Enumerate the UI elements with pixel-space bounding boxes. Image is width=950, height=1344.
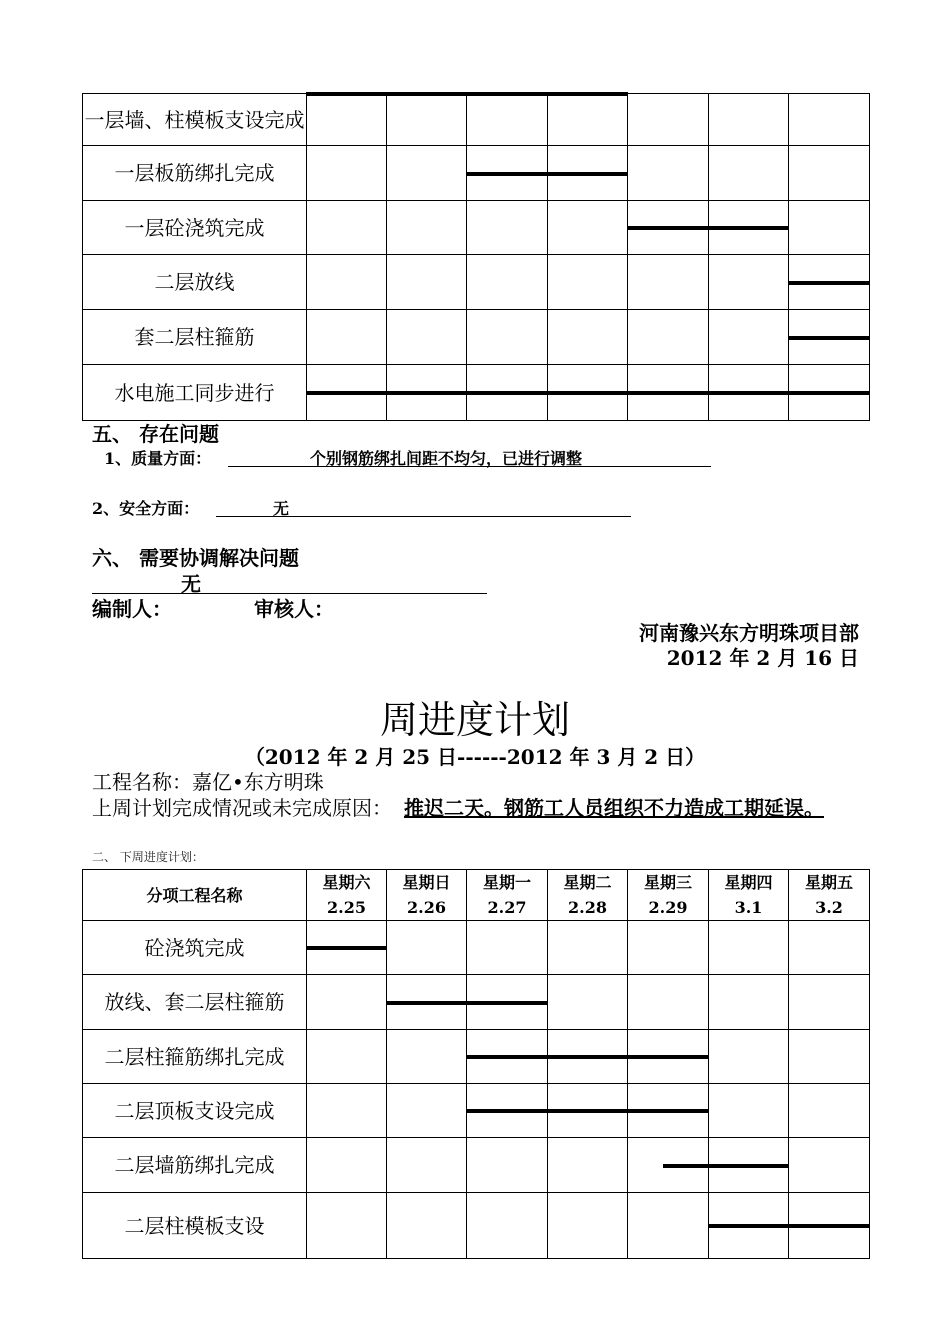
- day-name: 星期六: [322, 873, 371, 892]
- day-cell: [467, 255, 548, 310]
- day-cell: [307, 975, 387, 1030]
- day-cell: [789, 94, 870, 146]
- gantt-bar: [466, 1055, 709, 1059]
- gantt-bar: [386, 1001, 548, 1005]
- task-name-cell: 一层墙、柱模板支设完成: [83, 94, 307, 146]
- day-name: 星期三: [643, 873, 692, 892]
- task-name-cell: 二层柱箍筋绑扎完成: [83, 1030, 307, 1084]
- project-line: [92, 770, 324, 794]
- day-name: 星期日: [402, 873, 451, 892]
- table-row: [83, 1030, 870, 1084]
- header-day: [789, 870, 870, 921]
- gantt-table-2: [82, 869, 870, 1259]
- day-cell: [387, 1193, 467, 1259]
- header-day: [387, 870, 467, 921]
- table-row: [83, 201, 870, 255]
- task-name-cell: 二层顶板支设完成: [83, 1084, 307, 1138]
- task-name-cell: 放线、套二层柱箍筋: [83, 975, 307, 1030]
- gantt-bar: [788, 336, 870, 340]
- day-name: 星期一: [482, 873, 531, 892]
- day-cell: [548, 1138, 628, 1193]
- table-row: [83, 975, 870, 1030]
- compiler-label: 编制人：: [92, 597, 172, 621]
- gantt-table-1: [82, 93, 870, 421]
- project-name: 嘉亿•东方明珠: [192, 770, 324, 794]
- day-date: 2.25: [327, 898, 366, 917]
- section-six-title: 六、 需要协调解决问题: [92, 546, 299, 570]
- day-cell: [548, 201, 628, 255]
- day-cell: [628, 94, 709, 146]
- day-cell: [307, 310, 387, 365]
- day-cell: [789, 1030, 870, 1084]
- last-week-label: 上周计划完成情况或未完成原因：: [92, 796, 392, 820]
- report-date: 2012 年 2 月 16 日: [666, 646, 859, 670]
- day-name: 星期五: [804, 873, 853, 892]
- plan-title: 周进度计划: [379, 698, 570, 742]
- day-cell: [467, 310, 548, 365]
- gantt-bar: [306, 92, 628, 96]
- table-row: [83, 310, 870, 365]
- safety-value: 无: [273, 499, 290, 518]
- project-label: 工程名称：: [92, 770, 192, 794]
- day-cell: [628, 1138, 709, 1193]
- safety-label: 2、安全方面：: [92, 499, 200, 518]
- day-cell: [307, 921, 387, 975]
- day-cell: [467, 94, 548, 146]
- gantt-bar: [627, 226, 789, 230]
- day-date: 3.1: [734, 898, 763, 917]
- day-cell: [709, 921, 789, 975]
- day-cell: [628, 975, 709, 1030]
- day-cell: [789, 201, 870, 255]
- task-name-cell: 水电施工同步进行: [83, 365, 307, 421]
- table-row: [83, 1138, 870, 1193]
- next-week-label: 二、 下周进度计划：: [92, 850, 204, 864]
- day-cell: [387, 255, 467, 310]
- section-five-title: 五、 存在问题: [92, 422, 219, 446]
- day-cell: [467, 1138, 548, 1193]
- table-row: [83, 1193, 870, 1259]
- day-date: 3.2: [815, 898, 843, 917]
- day-cell: [387, 975, 467, 1030]
- day-cell: [548, 310, 628, 365]
- header-day: [467, 870, 548, 921]
- day-date: 2.29: [648, 898, 688, 917]
- day-name: 星期二: [563, 873, 612, 892]
- day-cell: [387, 310, 467, 365]
- day-cell: [709, 1193, 789, 1259]
- day-cell: [709, 975, 789, 1030]
- day-cell: [709, 1030, 789, 1084]
- gantt-bar: [306, 391, 870, 395]
- coordinate-underline: [92, 593, 487, 594]
- task-name-cell: 二层柱模板支设: [83, 1193, 307, 1259]
- last-week-block: [92, 795, 867, 821]
- day-cell: [387, 201, 467, 255]
- day-cell: [628, 310, 709, 365]
- day-cell: [628, 146, 709, 201]
- header-day: [307, 870, 387, 921]
- day-cell: [467, 921, 548, 975]
- gantt-bar: [663, 1164, 789, 1168]
- day-cell: [789, 1138, 870, 1193]
- day-cell: [789, 146, 870, 201]
- task-name-cell: 套二层柱箍筋: [83, 310, 307, 365]
- day-cell: [387, 1138, 467, 1193]
- task-name-cell: 砼浇筑完成: [83, 921, 307, 975]
- day-cell: [709, 1084, 789, 1138]
- table-row: [83, 1084, 870, 1138]
- day-cell: [548, 1193, 628, 1259]
- day-cell: [387, 921, 467, 975]
- gantt-bar: [788, 281, 870, 285]
- task-name-cell: 一层板筋绑扎完成: [83, 146, 307, 201]
- day-cell: [628, 921, 709, 975]
- day-cell: [789, 975, 870, 1030]
- header-day: [709, 870, 789, 921]
- table-row: [83, 921, 870, 975]
- day-cell: [307, 365, 387, 421]
- day-cell: [307, 1084, 387, 1138]
- header-day: [628, 870, 709, 921]
- day-cell: [789, 1084, 870, 1138]
- day-date: 2.27: [487, 898, 527, 917]
- day-cell: [467, 201, 548, 255]
- day-cell: [387, 1030, 467, 1084]
- day-cell: [307, 1138, 387, 1193]
- quality-value: 个别钢筋绑扎间距不均匀，已进行调整: [310, 449, 583, 468]
- day-cell: [789, 921, 870, 975]
- day-cell: [467, 1030, 548, 1084]
- day-cell: [307, 1030, 387, 1084]
- day-cell: [307, 255, 387, 310]
- day-cell: [709, 310, 789, 365]
- task-name-cell: 二层放线: [83, 255, 307, 310]
- reviewer-label: 审核人：: [254, 597, 334, 621]
- day-cell: [789, 310, 870, 365]
- day-date: 2.28: [568, 898, 607, 917]
- day-cell: [709, 255, 789, 310]
- day-cell: [628, 201, 709, 255]
- table-header-row: [83, 870, 870, 921]
- gantt-bar: [466, 172, 628, 176]
- day-cell: [387, 1084, 467, 1138]
- plan-period: （2012 年 2 月 25 日------2012 年 3 月 2 日）: [244, 745, 706, 769]
- quality-label: 1、质量方面：: [104, 449, 212, 468]
- task-name-cell: 二层墙筋绑扎完成: [83, 1138, 307, 1193]
- coordinate-value: 无: [181, 572, 201, 596]
- day-cell: [548, 94, 628, 146]
- day-cell: [628, 1193, 709, 1259]
- day-cell: [387, 94, 467, 146]
- day-cell: [307, 201, 387, 255]
- day-name: 星期四: [724, 873, 773, 892]
- day-cell: [789, 255, 870, 310]
- organization-name: 河南豫兴东方明珠项目部: [639, 621, 859, 645]
- day-cell: [709, 94, 789, 146]
- day-cell: [548, 921, 628, 975]
- table-row: [83, 94, 870, 146]
- day-cell: [307, 94, 387, 146]
- gantt-bar: [708, 1224, 870, 1228]
- day-cell: [467, 1084, 548, 1138]
- day-cell: [307, 146, 387, 201]
- gantt-bar: [306, 946, 387, 950]
- header-task-name: 分项工程名称: [83, 870, 307, 921]
- table-row: [83, 146, 870, 201]
- day-cell: [467, 1193, 548, 1259]
- task-name-cell: 一层砼浇筑完成: [83, 201, 307, 255]
- day-date: 2.26: [407, 898, 446, 917]
- table-row: [83, 255, 870, 310]
- day-cell: [709, 146, 789, 201]
- day-cell: [548, 255, 628, 310]
- day-cell: [307, 1193, 387, 1259]
- day-cell: [628, 255, 709, 310]
- table-row: [83, 365, 870, 421]
- day-cell: [387, 146, 467, 201]
- last-week-value: 推迟二天。钢筋工人员组织不力造成工期延误。: [404, 796, 824, 820]
- day-cell: [467, 146, 548, 201]
- gantt-bar: [466, 1109, 709, 1113]
- header-day: [548, 870, 628, 921]
- day-cell: [548, 975, 628, 1030]
